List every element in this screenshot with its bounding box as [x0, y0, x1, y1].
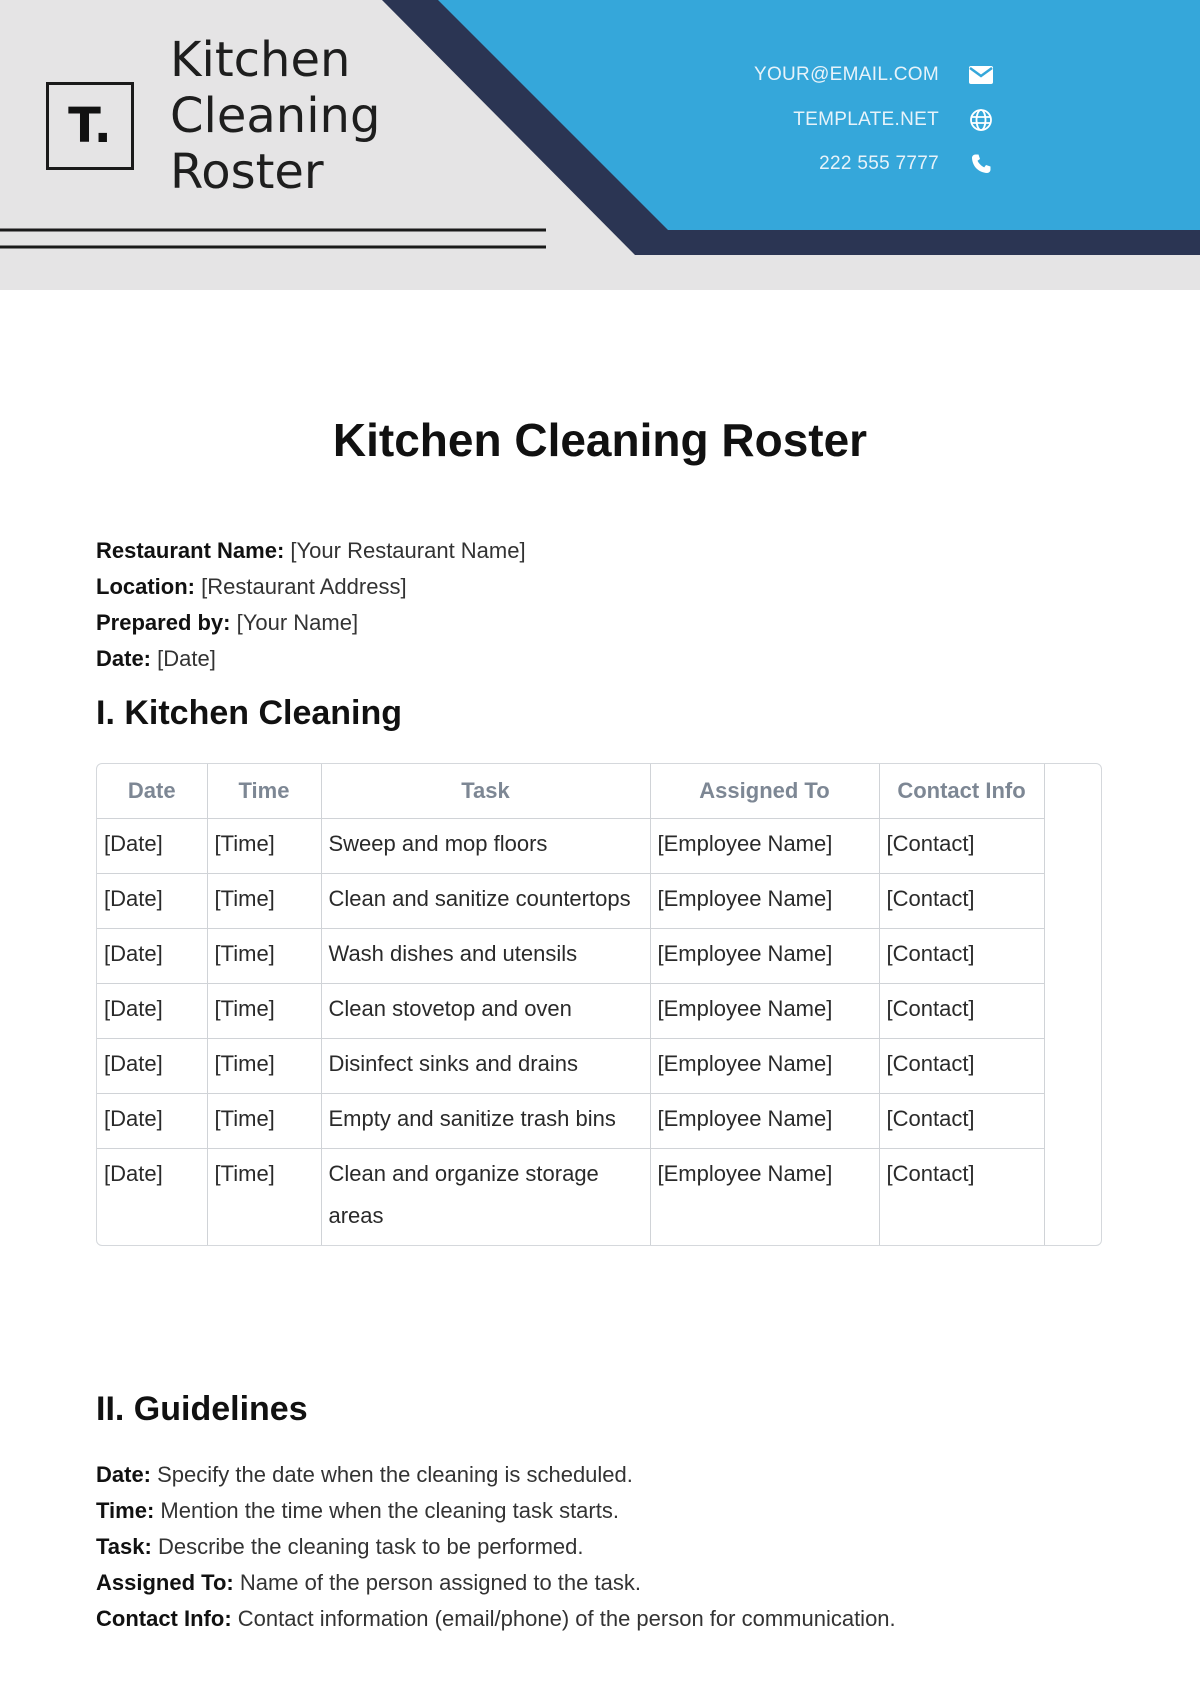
cell-task: Wash dishes and utensils	[321, 929, 650, 984]
contact-phone[interactable]	[819, 149, 995, 179]
table-row	[97, 984, 1044, 1039]
meta-label: Restaurant Name:	[96, 538, 285, 563]
meta-prepared-by	[96, 605, 526, 641]
cell-time: [Time]	[207, 929, 321, 984]
mail-icon	[967, 61, 995, 89]
cell-contact: [Contact]	[879, 819, 1044, 874]
contact-website[interactable]	[793, 105, 995, 135]
guideline-label: Task:	[96, 1534, 152, 1559]
cell-date: [Date]	[97, 929, 207, 984]
guidelines-list	[96, 1457, 896, 1637]
table-row	[97, 929, 1044, 984]
cell-contact: [Contact]	[879, 874, 1044, 929]
logo-letter: T.	[68, 98, 112, 154]
brand-title-line: Kitchen	[170, 32, 351, 88]
cell-time: [Time]	[207, 1094, 321, 1149]
cell-time: [Time]	[207, 984, 321, 1039]
cell-time: [Time]	[207, 1149, 321, 1246]
cell-contact: [Contact]	[879, 929, 1044, 984]
guideline-text: Name of the person assigned to the task.	[233, 1570, 641, 1595]
cell-time: [Time]	[207, 819, 321, 874]
meta-label: Location:	[96, 574, 195, 599]
contact-website-text[interactable]: TEMPLATE.NET	[793, 109, 939, 130]
guideline-label: Assigned To:	[96, 1570, 234, 1595]
section-title-kitchen-cleaning: I. Kitchen Cleaning	[96, 694, 403, 732]
contact-email[interactable]	[754, 60, 995, 90]
table-row	[97, 819, 1044, 874]
guideline-text: Mention the time when the cleaning task starts.	[154, 1498, 619, 1523]
cell-assigned-to: [Employee Name]	[650, 874, 879, 929]
table-row	[97, 1149, 1044, 1246]
cell-assigned-to: [Employee Name]	[650, 984, 879, 1039]
contact-phone-text[interactable]: 222 555 7777	[819, 153, 939, 174]
cell-contact: [Contact]	[879, 1094, 1044, 1149]
column-header-time: Time	[207, 764, 321, 819]
cell-task: Disinfect sinks and drains	[321, 1039, 650, 1094]
guideline-label: Contact Info:	[96, 1606, 232, 1631]
cell-task: Clean and organize storage areas	[321, 1149, 650, 1246]
cell-time: [Time]	[207, 874, 321, 929]
table-row	[97, 1039, 1044, 1094]
table-row	[97, 1094, 1044, 1149]
guideline-text: Specify the date when the cleaning is scheduled.	[151, 1462, 633, 1487]
page-title: Kitchen Cleaning Roster	[332, 414, 868, 466]
cell-assigned-to: [Employee Name]	[650, 1039, 879, 1094]
meta-restaurant-name	[96, 533, 526, 569]
meta-date	[96, 641, 526, 677]
cell-contact: [Contact]	[879, 1149, 1044, 1246]
guideline-text: Describe the cleaning task to be performed.	[151, 1534, 584, 1559]
header-banner	[0, 0, 1200, 290]
phone-icon	[967, 150, 995, 178]
brand-title	[170, 32, 410, 200]
logo	[46, 82, 134, 170]
cell-date: [Date]	[97, 1094, 207, 1149]
meta-value: [Restaurant Address]	[195, 574, 407, 599]
table-row	[97, 874, 1044, 929]
guideline-label: Time:	[96, 1498, 155, 1523]
guideline-item	[96, 1493, 896, 1529]
cell-assigned-to: [Employee Name]	[650, 929, 879, 984]
cell-task: Clean and sanitize countertops	[321, 874, 650, 929]
globe-icon	[967, 106, 995, 134]
cell-contact: [Contact]	[879, 1039, 1044, 1094]
roster-table	[97, 764, 1045, 1245]
cell-assigned-to: [Employee Name]	[650, 1149, 879, 1246]
cell-date: [Date]	[97, 984, 207, 1039]
guideline-item	[96, 1529, 896, 1565]
cell-assigned-to: [Employee Name]	[650, 1094, 879, 1149]
meta-value: [Your Restaurant Name]	[284, 538, 526, 563]
cell-time: [Time]	[207, 1039, 321, 1094]
cell-assigned-to: [Employee Name]	[650, 819, 879, 874]
brand-title-line: Roster	[170, 144, 324, 200]
meta-value: [Date]	[151, 646, 216, 671]
guideline-item	[96, 1565, 896, 1601]
roster-table-container	[96, 763, 1102, 1246]
cell-date: [Date]	[97, 819, 207, 874]
column-header-assigned-to: Assigned To	[650, 764, 879, 819]
cell-task: Clean stovetop and oven	[321, 984, 650, 1039]
meta-label: Prepared by:	[96, 610, 231, 635]
cell-contact: [Contact]	[879, 984, 1044, 1039]
column-header-date: Date	[97, 764, 207, 819]
brand-title-line: Cleaning	[170, 88, 381, 144]
document-meta	[96, 533, 526, 677]
guideline-item	[96, 1601, 896, 1637]
column-header-task: Task	[321, 764, 650, 819]
meta-location	[96, 569, 526, 605]
guideline-text: Contact information (email/phone) of the person for communication.	[231, 1606, 896, 1631]
column-header-contact-info: Contact Info	[879, 764, 1044, 819]
meta-value: [Your Name]	[230, 610, 359, 635]
table-header-row	[97, 764, 1044, 819]
cell-date: [Date]	[97, 874, 207, 929]
cell-task: Empty and sanitize trash bins	[321, 1094, 650, 1149]
guideline-label: Date:	[96, 1462, 152, 1487]
meta-label: Date:	[96, 646, 152, 671]
section-title-guidelines: II. Guidelines	[96, 1390, 308, 1428]
cell-date: [Date]	[97, 1039, 207, 1094]
contact-email-text[interactable]: YOUR@EMAIL.COM	[753, 64, 939, 85]
guideline-item	[96, 1457, 896, 1493]
cell-task: Sweep and mop floors	[321, 819, 650, 874]
cell-date: [Date]	[97, 1149, 207, 1246]
